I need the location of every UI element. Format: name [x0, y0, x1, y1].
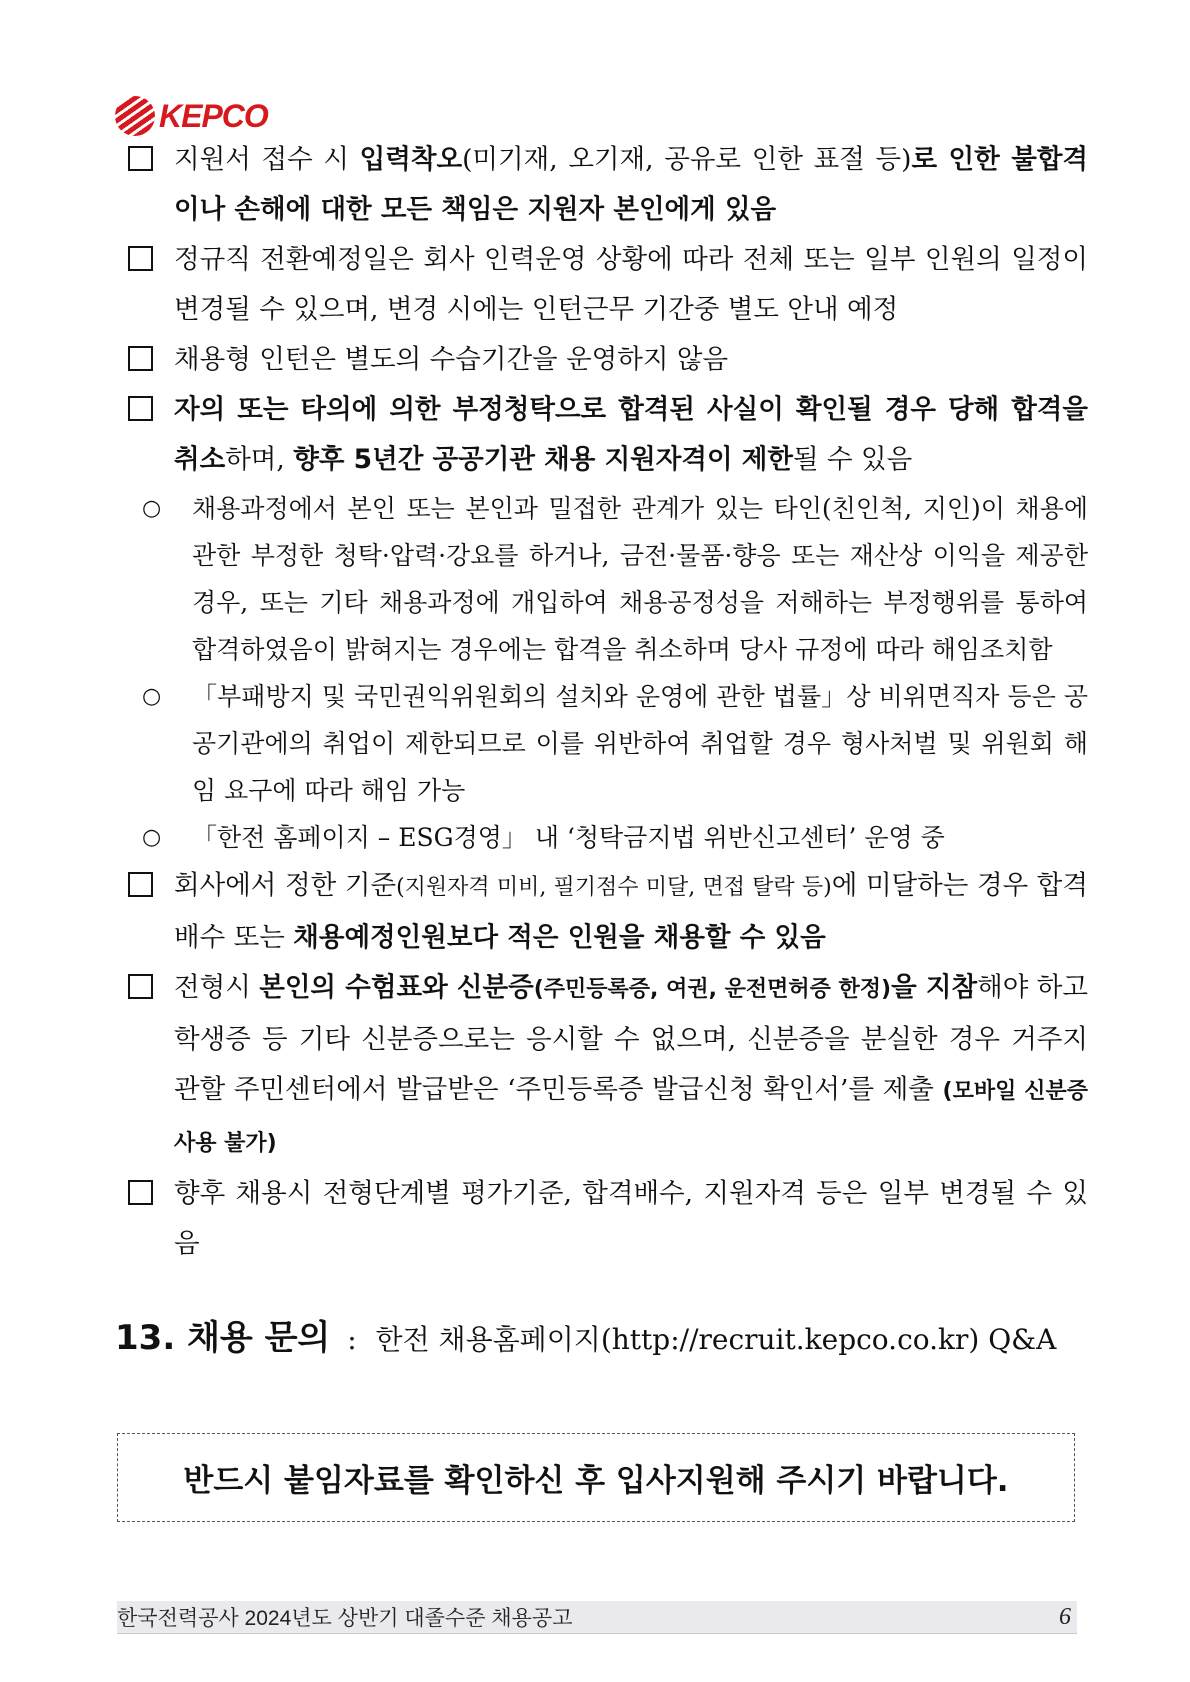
item-text: 채용예정인원보다 적은 인원을 채용할 수 있음 [293, 922, 826, 953]
item-text: 될 수 있음 [793, 444, 913, 475]
checkbox-item [128, 235, 1088, 335]
circle-bullet-icon: ○ [142, 684, 162, 709]
item-text: 본인의 수험표와 신분증 [259, 972, 534, 1003]
item-text: 하며, [225, 444, 294, 475]
item-text: 전형시 [174, 972, 260, 1003]
checkbox-item [128, 1169, 1088, 1269]
square-bullet-icon [128, 385, 153, 435]
checkbox-item [128, 963, 1088, 1169]
circle-bullet-icon: ○ [142, 496, 162, 521]
item-text: (주민등록증, 여권, 운전면허증 한정) [533, 977, 892, 1002]
inquiry-text: 한전 채용홈페이지(http://recruit.kepco.co.kr) Q&A [375, 1323, 1057, 1356]
checkbox-item [128, 861, 1088, 963]
item-text: 채용과정에서 본인 또는 본인과 밀접한 관계가 있는 타인(친인척, 지인)이 채용에 관한 부정한 청탁·압력·강요를 하거나, 금전·물품·향응 또는 재산상 이익을 제공한 경우, 또는 기타 채용과정에 개입하여 채용공정성을 저해하는 부정행위를 통하여 합격하였음이 밝혀지는 경우에는 합격을 취소하며 당사 규정에 따라 해임조치함 [192, 494, 1088, 664]
circle-subitem [142, 814, 1088, 861]
item-text: 지원서 접수 시 [174, 144, 360, 175]
item-text: (모바일 신분증 사용 불가) [174, 1079, 1088, 1156]
item-text: 자의 또는 타의에 의한 부정청탁으로 합격된 사실이 확인될 경우 당해 합격을 취소 [174, 394, 1088, 475]
footer-title: 한국전력공사 2024년도 상반기 대졸수준 채용공고 [117, 1607, 573, 1630]
attachment-notice-text: 반드시 붙임자료를 확인하신 후 입사지원해 주시기 바랍니다. [183, 1463, 1009, 1499]
item-text: 향후 5년간 공공기관 채용 지원자격이 제한 [293, 444, 794, 475]
checkbox-item [128, 385, 1088, 485]
checkbox-item [128, 135, 1088, 235]
item-text: 입력착오 [359, 144, 463, 175]
notice-list [128, 135, 1088, 1269]
kepco-logo-icon [115, 96, 155, 136]
item-text: (지원자격 미비, 필기점수 미달, 면접 탈락 등) [396, 875, 832, 900]
square-bullet-icon [128, 963, 153, 1013]
recruit-inquiry [115, 1310, 1056, 1359]
item-text: 정규직 전환예정일은 회사 인력운영 상황에 따라 전체 또는 일부 인원의 일정이 변경될 수 있으며, 변경 시에는 인턴근무 기간중 별도 안내 예정 [174, 244, 1088, 325]
square-bullet-icon [128, 861, 153, 911]
item-text: 로 인한 불합격이나 손해에 대한 모든 책임은 지원자 본인에게 있음 [174, 144, 1089, 225]
page-number: 6 [1059, 1603, 1071, 1630]
checkbox-item [128, 335, 1088, 385]
square-bullet-icon [128, 335, 153, 385]
item-text: 「한전 홈페이지 – ESG경영」 내 ‘청탁금지법 위반신고센터’ 운영 중 [192, 823, 945, 852]
page-footer [117, 1601, 1077, 1634]
square-bullet-icon [128, 135, 153, 185]
item-text: 에 미달하는 경우 합격배수 또는 [174, 870, 1089, 953]
kepco-logo-text: KEPCO [159, 97, 268, 134]
item-text: 을 지참 [891, 972, 978, 1003]
item-text: 「부패방지 및 국민권익위원회의 설치와 운영에 관한 법률」상 비위면직자 등은 공공기관에의 취업이 제한되므로 이를 위반하여 취업할 경우 형사처벌 및 위원회 해임 요구에 따라 해임 가능 [192, 682, 1088, 805]
square-bullet-icon [128, 1169, 153, 1219]
square-bullet-icon [128, 235, 153, 285]
item-text: 향후 채용시 전형단계별 평가기준, 합격배수, 지원자격 등은 일부 변경될 수 있음 [174, 1178, 1088, 1259]
heading-colon: : [347, 1323, 357, 1356]
item-text: 해야 하고 학생증 등 기타 신분증으로는 응시할 수 없으며, 신분증을 분실한 경우 거주지 관할 주민센터에서 발급받은 ‘주민등록증 발급신청 확인서’를 제출 [174, 972, 1088, 1105]
section-heading: 13. 채용 문의 [115, 1318, 331, 1358]
circle-bullet-icon: ○ [142, 825, 162, 850]
circle-subitem [142, 673, 1088, 814]
attachment-notice-box [117, 1433, 1075, 1522]
circle-subitem [142, 485, 1088, 673]
item-text: 회사에서 정한 기준 [174, 870, 397, 901]
item-text: 채용형 인턴은 별도의 수습기간을 운영하지 않음 [174, 344, 729, 375]
kepco-logo [115, 96, 268, 136]
item-text: (미기재, 오기재, 공유로 인한 표절 등) [462, 144, 912, 175]
